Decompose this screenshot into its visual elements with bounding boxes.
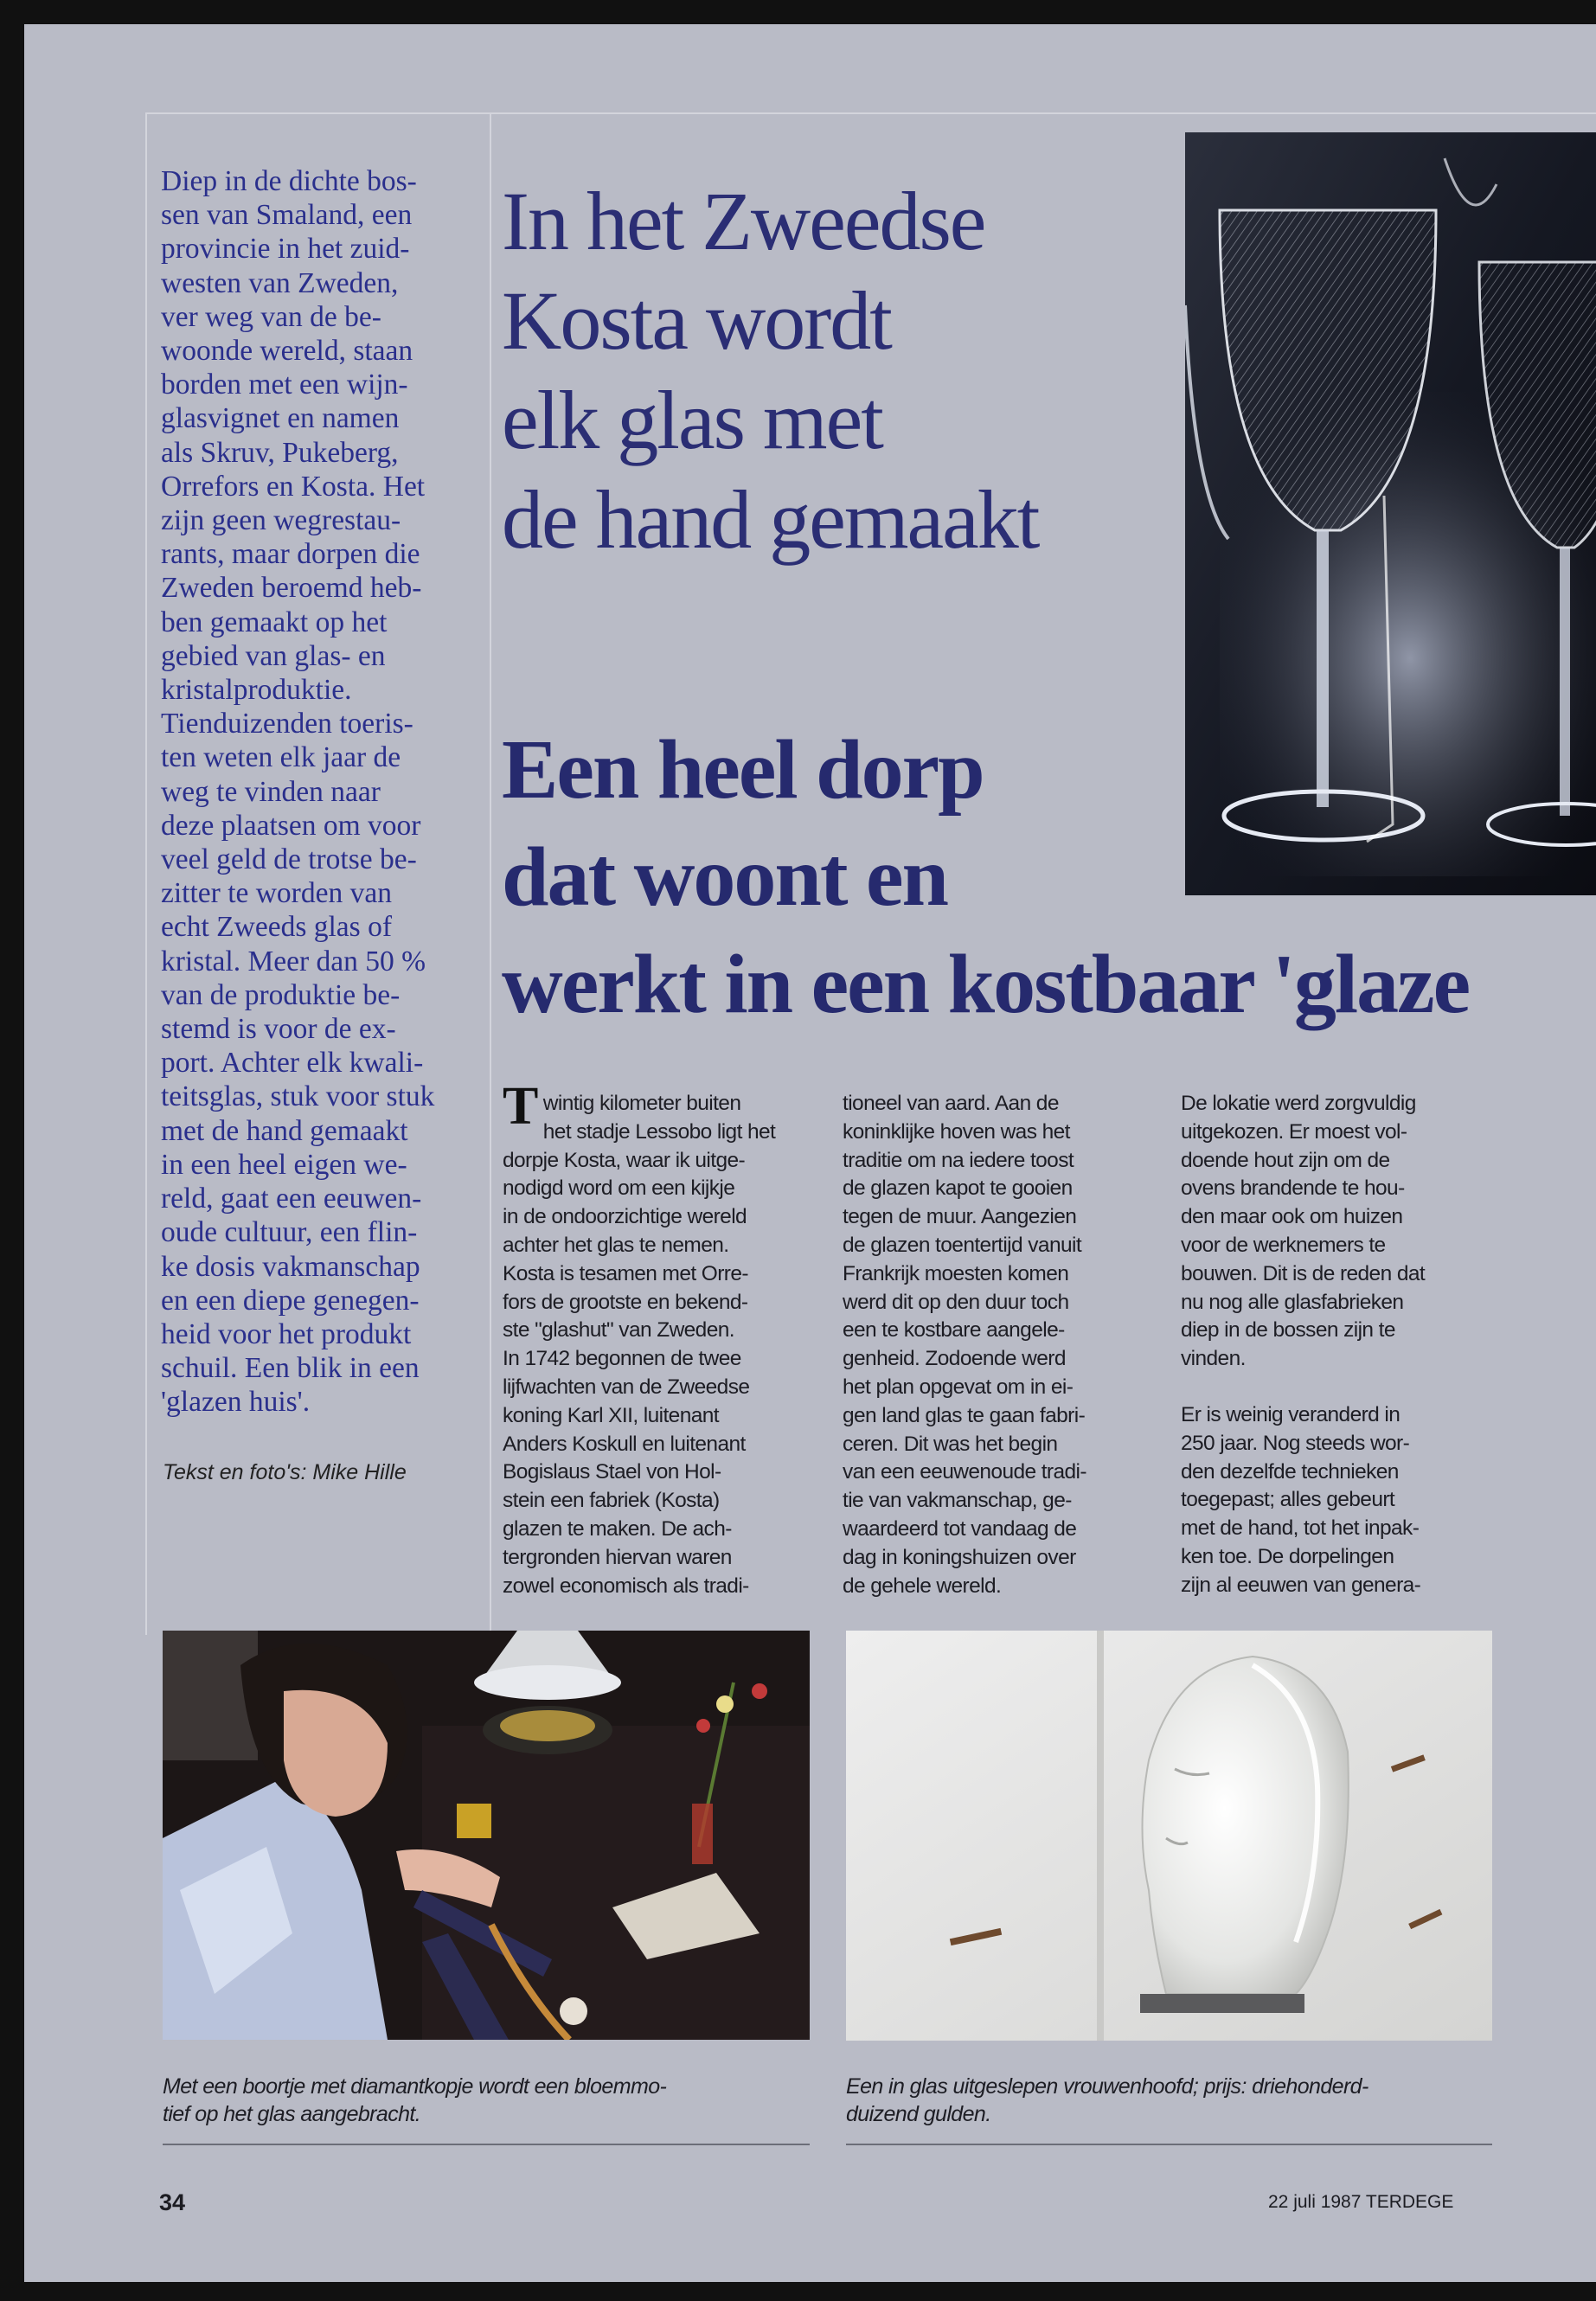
photo-credit: Tekst en foto's: Mike Hille <box>163 1460 407 1484</box>
magazine-page <box>24 24 1596 2282</box>
frame-left-line <box>145 112 147 1635</box>
caption-left-rule <box>163 2144 810 2145</box>
caption-left: Met een boortje met diamantkopje wordt een bloemmo- tief op het glas aangebracht. <box>163 2074 667 2126</box>
glass-head-photo <box>846 1631 1492 2041</box>
headline-top: In het Zweedse Kosta wordt elk glas met de hand gemaakt <box>502 175 1039 566</box>
intro-text: Diep in de dichte bos- sen van Smaland, een provincie in het zuid- westen van Zweden, ver weg van de be- woonde wereld, staan borden met een wijn- glasvignet en namen als Skruv, Pukeberg, Orrefors en Kosta. Het zijn geen wegrestau- rants, maar dorpen die Zweden beroemd heb- ben gemaakt op het gebied van glas- en kristalproduktie. Tienduizenden toeris- ten weten elk jaar de weg te vinden naar deze plaatsen om voor veel geld de trotse be- zitter te worden van echt Zweeds glas of kristal. Meer dan 50 % van de produktie be- stemd is voor de ex- port. Achter elk kwali- teitsglas, stuk voor stuk met de hand gemaakt in een heel eigen we- reld, gaat een eeuwen- oude cultuur, een flin- ke dosis vakmanschap en een diepe genegen- heid voor het produkt schuil. Een blik in een 'glazen huis'. <box>161 165 435 1419</box>
drop-cap: T <box>503 1077 538 1136</box>
frame-top-line <box>145 112 1596 114</box>
body-column-1: T wintig kilometer buiten het stadje Lessobo ligt het dorpje Kosta, waar ik uitge- nodigd word om een kijkje in de ondoorzichtige wereld achter het glas te nemen. Kosta is tesamen met Orre- fors de grootste en bekend- ste "glashut" van Zweden. In 1742 begonnen de twee lijfwachten van de Zweedse koning Karl XII, luitenant Anders Koskull en luitenant Bogislaus Stael von Hol- stein een fabriek (Kosta) glazen te maken. De ach- tergronden hiervan waren zowel economisch als tradi- <box>503 1077 776 1598</box>
caption-right: Een in glas uitgeslepen vrouwenhoofd; prijs: driehonderd- duizend gulden. <box>846 2074 1368 2126</box>
engraver-photo <box>163 1631 810 2040</box>
body-column-2: tioneel van aard. Aan de koninklijke hoven was het traditie om na iedere toost de glazen kapot te gooien tegen de muur. Aangezien de glazen toentertijd vanuit Frankrijk moesten komen werd dit op den duur toch een te kostbare aangele- genheid. Zodoende werd het plan opgevat om in ei- gen land glas te gaan fabri- ceren. Dit was het begin van een eeuwenoude tradi- tie van vakmanschap, ge- waardeerd tot vandaag de dag in koningshuizen over de gehele wereld. <box>843 1092 1086 1598</box>
headline-main: Een heel dorp dat woont en werkt in een kostbaar 'glaze <box>502 723 1470 1031</box>
glass-head-illustration <box>846 1631 1492 2041</box>
page-number: 34 <box>159 2189 186 2215</box>
engraver-illustration <box>163 1631 810 2040</box>
body-column-3: De lokatie werd zorgvuldig uitgekozen. Er moest vol- doende hout zijn om de ovens brandende te hou- den maar ook om huizen voor de werknemers te bouwen. Dit is de reden dat nu nog alle glasfabrieken diep in de bossen zijn te vinden. Er is weinig veranderd in 250 jaar. Nog steeds wor- den dezelfde technieken toegepast; alles gebeurt met de hand, tot het inpak- ken toe. De dorpelingen zijn al eeuwen van genera- <box>1181 1092 1426 1597</box>
issue-date: 22 juli 1987 TERDEGE <box>1268 2192 1454 2212</box>
caption-right-rule <box>846 2144 1492 2145</box>
